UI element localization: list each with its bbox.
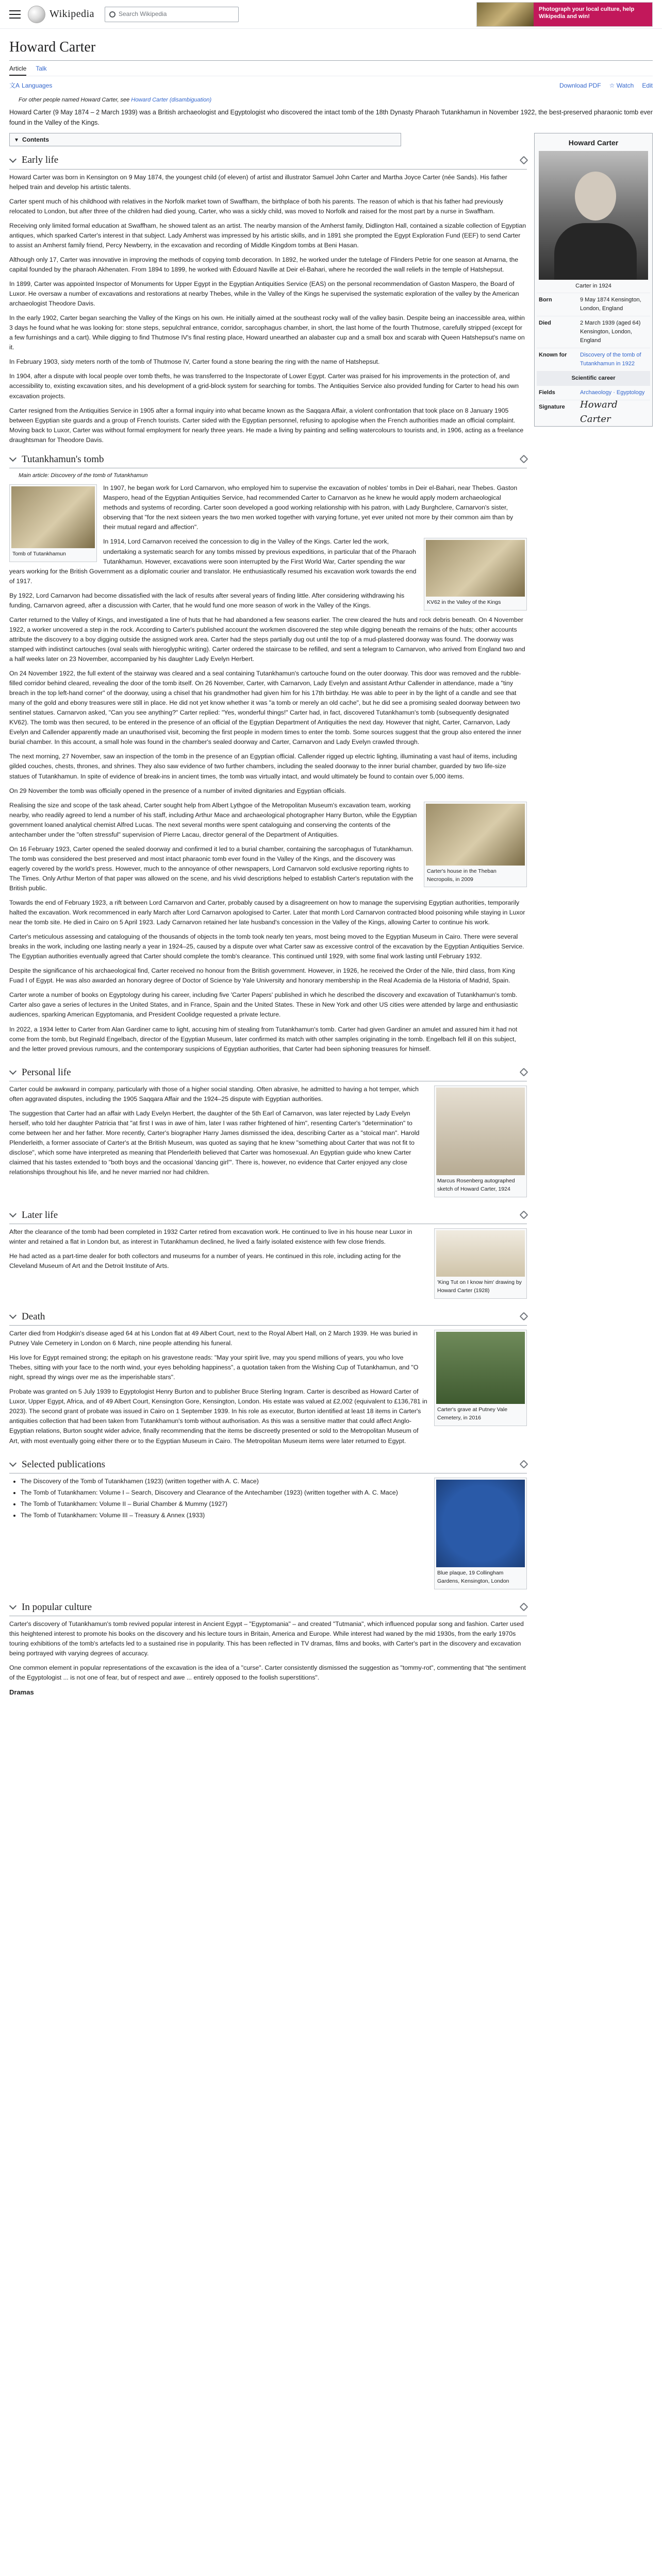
page-toolbar [9, 78, 653, 93]
paragraph: Towards the end of February 1923, a rift between Lord Carnarvon and Carter, probably caused by a disagreement on how to manage the supervising Egyptian authorities, temporarily halted the excavation. Work recommenced in early March after Lord Carnarvon apologised to Carter. Later that month Lord Carnarvon contracted blood poisoning while staying in Luxor near the tomb site. He died in Cairo on 5 April 1923. Lady Carnarvon retained her late husband's concession in the Valley of the Kings, allowing Carter to continue his work. [9, 899, 525, 926]
collapse-chevron-icon[interactable] [9, 1067, 16, 1075]
figure-image [11, 486, 95, 548]
search-icon [109, 11, 115, 18]
figure-caption: Carter's grave at Putney Vale Cemetery, in 2016 [437, 1406, 508, 1421]
portrait-caption: Carter in 1924 [575, 282, 611, 289]
collapse-chevron-icon[interactable] [9, 1602, 16, 1609]
figure-image [426, 540, 525, 597]
figure-tomb[interactable] [9, 484, 97, 562]
translate-icon: 文A [9, 82, 20, 90]
collapse-chevron-icon[interactable] [9, 156, 16, 163]
paragraph: By 1922, Lord Carnarvon had become dissatisfied with the lack of results after several years of finding little. After considering withdrawing his funding, Carnarvon agreed, after a discussion with Carter, that he would fund one more season of work in the Valley of the Kings. [9, 591, 405, 609]
collapse-chevron-icon[interactable] [9, 454, 16, 462]
paragraph: In 2022, a 1934 letter to Carter from Alan Gardiner came to light, accusing him of stealing from Tutankhamun's tomb. Carter had given Gardiner an amulet and assured him it had not come from the tomb, but Reginald Engelbach, director of the Egyptian Museum, later confirmed its match with other samples originating in the tomb. Engelbach fell ill on this subject, and the letter proved previous rumours, and the contemporary suspicions of Egyptian authorities, that Carter had been siphoning treasures for himself. [9, 1025, 518, 1053]
download-pdf-button[interactable]: Download PDF [559, 82, 601, 90]
edit-section-icon[interactable] [520, 1312, 528, 1321]
figure-image [436, 1230, 525, 1277]
paragraph: On 29 November the tomb was officially opened in the presence of a number of invited dignitaries and Egyptian officials. [9, 787, 346, 794]
paragraph: Carter died from Hodgkin's disease aged 64 at his London flat at 49 Albert Court, next to the Royal Albert Hall, on 2 March 1939. He was buried in Putney Vale Cemetery in London on 6 March, nine people attending his funeral. [9, 1330, 418, 1347]
collapse-chevron-icon[interactable] [9, 1210, 16, 1217]
paragraph: In the early 1902, Carter began searching the Valley of the Kings on his own. He initially aimed at the southeast rocky wall of the valley basin. Despite being an inaccessible area, within 3 days he found what he was looking for: stone steps, sepulchral entrance, corridor, sarcophagus chamber, in short, the last home of the fourth Thutmose, carefully stripped (except for a few furnishings and a cart). While digging to find Thutmose IV's final resting place, Howard unearthed an alabaster cup and a small box and scarab with Queen Hatshepsut's name on it. [9, 314, 525, 351]
page-title: Howard Carter [9, 36, 653, 61]
paragraph: In February 1903, sixty meters north of the tomb of Thutmose IV, Carter found a stone bearing the ring with the name of Hatshepsut. [9, 358, 380, 366]
infobox-row: Died 2 March 1939 (aged 64) Kensington, London, England [537, 316, 650, 348]
list-item: • The Discovery of the Tomb of Tutankhamen (1923) (written together with A. C. Mace) [21, 1477, 527, 1486]
banner-photo [477, 3, 534, 26]
paragraph: Carter returned to the Valley of Kings, and investigated a line of huts that he had abandoned a few seasons earlier. The crew cleared the huts and rock debris beneath. On 4 November 1922, a worker uncovered a step in the rock. According to Carter's published account the workmen discovered the step while digging beneath the remains of the huts; other accounts attribute the discovery to a boy digging outside the assigned work area. Carter had the steps partially dug out until the top of a mud-plastered doorway was found. The doorway was stamped with indistinct cartouches (oval seals with hieroglyphic writing). Carter ordered the staircase to be refilled, and sent a telegram to Carnarvon, who arrived from England two and a half weeks later on 23 November, accompanied by his daughter Lady Evelyn Herbert. [9, 616, 525, 663]
campaign-banner[interactable] [476, 2, 653, 27]
paragraph: He had acted as a part-time dealer for both collectors and museums for a number of years. He continued in this role, including acting for the Cleveland Museum of Art and the Detroit Institute of Arts. [9, 1252, 401, 1270]
article-body [9, 133, 527, 1700]
section-later-life[interactable]: Later life [9, 1206, 527, 1224]
figure-king-tut-drawing[interactable] [434, 1228, 527, 1299]
top-bar [0, 0, 662, 29]
infobox-row: Known for Discovery of the tomb of Tutankhamun in 1922 [537, 348, 650, 371]
paragraph: After the clearance of the tomb had been completed in 1932 Carter retired from excavation work. He continued to live in his house near Luxor in winter and retained a flat in London but, as interest in Tutankhamun declined, he lived a fairly isolated existence with few close friends. [9, 1228, 412, 1246]
figure-image [426, 804, 525, 866]
edit-section-icon[interactable] [520, 1460, 528, 1469]
figure-image [436, 1088, 525, 1175]
lead-paragraph: Howard Carter (9 May 1874 – 2 March 1939) was a British archaeologist and Egyptologist who discovered the intact tomb of the 18th Dynasty Pharaoh Tutankhamun in November 1922, the best-preserved pharaonic tomb ever found in the Valley of the Kings. [9, 109, 653, 126]
section-death[interactable]: Death [9, 1307, 527, 1326]
edit-section-icon[interactable] [520, 156, 528, 164]
portrait-image[interactable] [539, 151, 648, 280]
paragraph: In 1899, Carter was appointed Inspector of Monuments for Upper Egypt in the Egyptian Antiquities Service (EAS) on the personal recommendation of Gaston Maspero, the Board of Luxor. He oversaw a number of excavations and restorations at nearby Thebes, while in the Valley of the Kings he supervised the systematic exploration of the valley by the American archaeologist Theodore Davis. [9, 280, 519, 308]
list-item: • The Tomb of Tutankhamen: Volume II – Burial Chamber & Mummy (1927) [21, 1499, 527, 1509]
section-early-life[interactable]: Early life [9, 150, 527, 169]
toc-toggle[interactable]: ▾ Contents [9, 133, 401, 146]
figure-caption: Tomb of Tutankhamun [12, 551, 66, 557]
edit-button[interactable]: Edit [642, 82, 653, 90]
section-tutankhamun-tomb[interactable]: Tutankhamun's tomb [9, 450, 527, 468]
infobox-row: Signature Howard Carter [537, 400, 650, 424]
signature-image: Howard Carter [580, 399, 618, 425]
paragraph: The next morning, 27 November, saw an inspection of the tomb in the presence of an Egyptian official. Callender rigged up electric lighting, illuminating a vast haul of items, including gilded couches, chests, thrones, and shrines. They also saw evidence of two further chambers, including the sealed doorway to the inner burial chamber, guarded by two life-size statues of Tutankhamun. In spite of evidence of break-ins in ancient times, the tomb was virtually intact, and would ultimately be found to contain over 5,000 items. [9, 753, 517, 780]
collapse-chevron-icon[interactable] [9, 1312, 16, 1319]
figure-caption: Carter's house in the Theban Necropolis, in 2009 [427, 868, 496, 883]
figure-caption: Blue plaque, 19 Collingham Gardens, Kensington, London [437, 1570, 509, 1585]
paragraph: His love for Egypt remained strong; the epitaph on his gravestone reads: "May your spirit live, may you spend millions of years, you who love Thebes, sitting with your face to the north wind, your eyes beholding happiness", a quotation taken from the Wishing Cup of Tutankhamun, and "O night, spread thy wings over me as the imperishable stars". [9, 1354, 419, 1381]
banner-text: Photograph your local culture, help Wikipedia and win! [534, 3, 652, 26]
edit-section-icon[interactable] [520, 455, 528, 464]
infobox-title: Howard Carter [568, 139, 619, 147]
figure-sketch[interactable] [434, 1086, 527, 1197]
figure-image [436, 1332, 525, 1404]
paragraph: Carter's meticulous assessing and cataloguing of the thousands of objects in the tomb took nearly ten years, most being moved to the Egyptian Museum in Cairo. There were several breaks in the work, including one lasting nearly a year in 1924–25, caused by a dispute over what Carter saw as excessive control of the excavation by the Egyptian Antiquities Service. The Egyptian authorities eventually agreed that Carter should complete the tomb's clearance. This continued until 1929, with some final work lasting until February 1932. [9, 933, 524, 960]
figure-caption: 'King Tut on I know him' drawing by Howard Carter (1928) [437, 1279, 522, 1294]
figure-blue-plaque[interactable] [434, 1478, 527, 1589]
list-item: • The Tomb of Tutankhamen: Volume I – Search, Discovery and Clearance of the Antechamber (1923) (written together with A. C. Mace) [21, 1488, 527, 1498]
search-placeholder: Search Wikipedia [119, 10, 167, 18]
paragraph: Carter spent much of his childhood with relatives in the Norfolk market town of Swaffham, the birthplace of both his parents. The reason of which is that his father had previously relocated to London, but after three of the children had died young, Carter, who was a sickly child, was moved to Norfolk and raised for the most part by a nurse in Swaffham. [9, 197, 503, 215]
paragraph: Carter wrote a number of books on Egyptology during his career, including five 'Carter Papers' published in which he described the discovery and excavation of Tutankhamun's tomb. Carter also gave a series of lectures in the United States, and in France, Spain and the United States. These in New York and other US cities were attended by large and enthusiastic audiences, sparking American Egyptomania, and President Coolidge requested a private lecture. [9, 991, 518, 1019]
main-menu-icon[interactable] [9, 10, 21, 19]
paragraph: Carter's discovery of Tutankhamun's tomb revived popular interest in Ancient Egypt – "Egyptomania" – and created "Tutmania", which influenced popular song and fashion. Carter used this heightened interest to promote his books on the discovery and his lecture tours in Britain, America and Europe. While interest had waned by the mid 1930s, from the early 1970s touring exhibitions of the tomb's artefacts led to a sustained rise in popularity. This has been reflected in TV dramas, films and books, with Carter's part in the discovery and excavation being portrayed with varying degrees of accuracy. [9, 1620, 524, 1657]
paragraph: Realising the size and scope of the task ahead, Carter sought help from Albert Lythgoe of the Metropolitan Museum's excavation team, working nearby, who readily agreed to lend a number of his staff, including Arthur Mace and archaeological photographer Harry Burton, while the Egyptian government loaned analytical chemist Alfred Lucas. The next several months were spent cataloguing and conserving the contents of the antechamber under the "often stressful" supervision of Pierre Lacau, director general of the Department of Antiquities. [9, 801, 417, 838]
paragraph: Probate was granted on 5 July 1939 to Egyptologist Henry Burton and to publisher Bruce Sterling Ingram. Carter is described as Howard Carter of Luxor, Upper Egypt, Africa, and of 49 Albert Court, Kensington Gore, Kensington, London. His estate was valued at £2,002 (equivalent to £136,781 in 2023). The second grant of probate was issued in Cairo on 1 September 1939. In his role as executor, Burton identified at least 18 items in Carter's antiquities collection that had been taken from Tutankhamun's tomb without authorisation. As this was a sensitive matter that could affect Anglo-Egyptian relations, Burton sought wider advice, finally recommending that the items be discreetly presented or sold to the Metropolitan Museum of Art, with most eventually going either there or to the Egyptian Museum in Cairo. The Metropolitan Museum items were later returned to Egypt. [9, 1388, 427, 1445]
figure-kv62[interactable] [424, 538, 527, 610]
subsection-dramas: Dramas [9, 1688, 34, 1697]
section-selected-publications[interactable]: Selected publications [9, 1455, 527, 1473]
section-popular-culture[interactable]: In popular culture [9, 1598, 527, 1616]
figure-caption: KV62 in the Valley of the Kings [427, 599, 501, 606]
figure-image [436, 1480, 525, 1567]
infobox-row: Fields Archaeology · Egyptology [537, 385, 650, 400]
page-tabs [9, 64, 653, 76]
wikipedia-wordmark[interactable]: Wikipedia [49, 8, 94, 20]
paragraph: Although only 17, Carter was innovative in improving the methods of copying tomb decoration. In 1892, he worked under the tutelage of Flinders Petrie for one season at Amarna, the capital founded by the pharaoh Akhenaten. From 1894 to 1899, he worked with Édouard Naville at Deir el-Bahari, where he recorded the wall reliefs in the temple of Hatshepsut. [9, 256, 519, 273]
infobox-row: Born 9 May 1874 Kensington, London, England [537, 293, 650, 316]
wikipedia-logo-icon[interactable] [28, 6, 45, 23]
paragraph: Receiving only limited formal education at Swaffham, he showed talent as an artist. The nearby mansion of the Amherst family, Didlington Hall, contained a sizable collection of Egyptian antiques, which sparked Carter's interest in that subject. Lady Amherst was impressed by his artistic skills, and in 1891 she prompted the Egypt Exploration Fund (EEF) to send Carter to assist an Amherst family friend, Percy Newberry, in the excavation and recording of Middle Kingdom tombs at Beni Hasan. [9, 222, 526, 249]
edit-section-icon[interactable] [520, 1068, 528, 1077]
watch-button[interactable]: ☆ Watch [609, 82, 634, 90]
list-item: • The Tomb of Tutankhamen: Volume III – Treasury & Annex (1933) [21, 1511, 527, 1520]
paragraph: In 1904, after a dispute with local people over tomb thefts, he was transferred to the Inspectorate of Lower Egypt. Carter was praised for his improvements in the protection of, and accessibility to, existing excavation sites, and his development of a grid-block system for searching for tombs. The Antiquities Service also provided funding for Carter to head his own excavation projects. [9, 372, 519, 400]
paragraph: Despite the significance of his archaeological find, Carter received no honour from the British government. However, in 1926, he received the Order of the Nile, third class, from King Fuad I of Egypt. He was also awarded an honorary degree of Doctor of Science by Yale University and honorary membership in the Real Academia de la Historia of Madrid, Spain. [9, 967, 515, 985]
search-input[interactable] [105, 7, 239, 22]
paragraph: Carter resigned from the Antiquities Service in 1905 after a formal inquiry into what became known as the Saqqara Affair, a violent confrontation that took place on 8 January 1905 between Egyptian site guards and a group of French tourists. Carter sided with the Egyptian personnel, refusing to apologise when the French authorities made an official complaint. Moving back to Luxor, Carter was without formal employment for nearly three years. He made a living by painting and selling watercolours to tourists and, in 1906, acting as a freelance draughtsman for Theodore Davis. [9, 406, 524, 444]
figure-grave[interactable] [434, 1330, 527, 1426]
toc-chevron-icon: ▾ [15, 135, 19, 143]
languages-button[interactable]: 文A Languages [9, 81, 52, 91]
paragraph: In 1907, he began work for Lord Carnarvon, who employed him to supervise the excavation of nobles' tombs in Deir el-Bahari, near Thebes. Gaston Maspero, head of the Egyptian Antiquities Service, had recommended Carter to Carnarvon as he knew he would apply modern archaeological methods and systems of recording. Carter soon developed a good working relationship with his patron, with Lady Burghclere, Carnarvon's sister, observing that "for the next sixteen years the two men worked together with varying fortune, yet ever united not more by their common aim than by their mutual regard and affection". [103, 484, 518, 531]
edit-section-icon[interactable] [520, 1211, 528, 1219]
infobox-row: Scientific career [537, 371, 650, 385]
disambiguation-link[interactable]: Howard Carter (disambiguation) [131, 97, 212, 104]
main-article-hatnote[interactable]: Main article: Discovery of the tomb of Tutankhamun [19, 472, 148, 479]
tab-talk[interactable]: Talk [36, 65, 47, 73]
paragraph: Howard Carter was born in Kensington on 9 May 1874, the youngest child (of eleven) of artist and illustrator Samuel John Carter and Martha Joyce Carter (née Sands). His father helped train and develop his artistic talents. [9, 173, 507, 191]
hatnote: For other people named Howard Carter, see Howard Carter (disambiguation) [19, 97, 212, 104]
paragraph: One common element in popular representations of the excavation is the idea of a "curse". Carter consistently dismissed the suggestion as "tommy-rot", commenting that "the sentiment of the Egyptologist ... is not one of fear, but of respect and awe ... entirely opposed to the foolish superstitions". [9, 1664, 526, 1682]
section-personal-life[interactable]: Personal life [9, 1063, 527, 1081]
paragraph: In 1914, Lord Carnarvon received the concession to dig in the Valley of the Kings. Carter led the work, undertaking a systematic search for any tombs missed by previous expeditions, in particular that of the Pharaoh Tutankhamun. However, excavations were soon interrupted by the First World War, Carter spending the war years working for the British Government as a diplomatic courier and translator. He enthusiastically resumed his excavation work towards the end of 1917. [9, 538, 417, 585]
paragraph: Carter could be awkward in company, particularly with those of a higher social standing. Often abrasive, he admitted to having a hot temper, which often aggravated disputes, including the 1905 Saqqara Affair and the 1924–25 dispute with Egyptian authorities. [9, 1086, 419, 1103]
infobox [534, 133, 653, 427]
paragraph: On 24 November 1922, the full extent of the stairway was cleared and a seal containing Tutankhamun's cartouche found on the outer doorway. This door was removed and the rubble-filled corridor behind cleared, revealing the door of the tomb itself. On 26 November, Carter, with Carnarvon, Lady Evelyn and assistant Arthur Callender in attendance, made a "tiny breach in the top left-hand corner" of the doorway, using a chisel that his grandmother had given him for his 17th birthday. He was able to peer in by the light of a candle and see that many of the gold and ebony treasures were still in place. He did not yet know whether it was "a tomb or merely an old cache", but he did see a promising sealed doorway between two sentinel statues. Carnarvon asked, "Can you see anything?" Carter replied: "Yes, wonderful things!" Carter had, in fact, discovered Tutankhamun's tomb (subsequently designated KV62). The tomb was then secured, to be entered in the presence of an official of the Egyptian Department of Antiquities the next day. However that night, Carter, Carnarvon, Lady Evelyn and Callender apparently made an unauthorised visit, becoming the first people in modern times to enter the tomb. Some sources suggest that the group also entered the inner burial chamber. In this account, a small hole was found in the chamber's sealed doorway and Carter, Carnarvon and Lady Evelyn crawled through. [9, 670, 522, 746]
edit-section-icon[interactable] [520, 1603, 528, 1612]
figure-carters-house[interactable] [424, 802, 527, 888]
paragraph: On 16 February 1923, Carter opened the sealed doorway and confirmed it led to a burial chamber, containing the sarcophagus of Tutankhamun. The tomb was considered the best preserved and most intact pharaonic tomb ever found in the Valley of the Kings, and the discovery was eagerly covered by the world's press. However, much to the annoyance of other newspapers, Lord Carnarvon sold exclusive reporting rights to The Times. Only Arthur Merton of that paper was allowed on the scene, and his vivid descriptions helped to establish Carter's reputation with the British public. [9, 845, 413, 892]
figure-caption: Marcus Rosenberg autographed sketch of Howard Carter, 1924 [437, 1178, 515, 1193]
collapse-chevron-icon[interactable] [9, 1460, 16, 1467]
paragraph: The suggestion that Carter had an affair with Lady Evelyn Herbert, the daughter of the 5th Earl of Carnarvon, was later rejected by Lady Evelyn herself, who told her daughter Patricia that "at first I was in awe of him, later I was rather frightened of him", resenting Carter's "determination" to come between her and her father. More recently, Carter's biographer Harry James dismissed the idea, describing Carter as a "stoical man". Harold Plenderleith, a former associate of Carter's at the British Museum, was quoted as saying that he knew "something about Carter that was not fit to disclose", which some have interpreted as meaning that Plenderleith believed that Carter was homosexual. An Egyptian guide who knew Carter claimed that his tastes extended to "both boys and the occasional 'dancing girl'". There is, however, no evidence that Carter enjoyed any close relationships throughout his life, and he never married nor had children. [9, 1110, 420, 1176]
tab-article[interactable]: Article [9, 64, 26, 76]
